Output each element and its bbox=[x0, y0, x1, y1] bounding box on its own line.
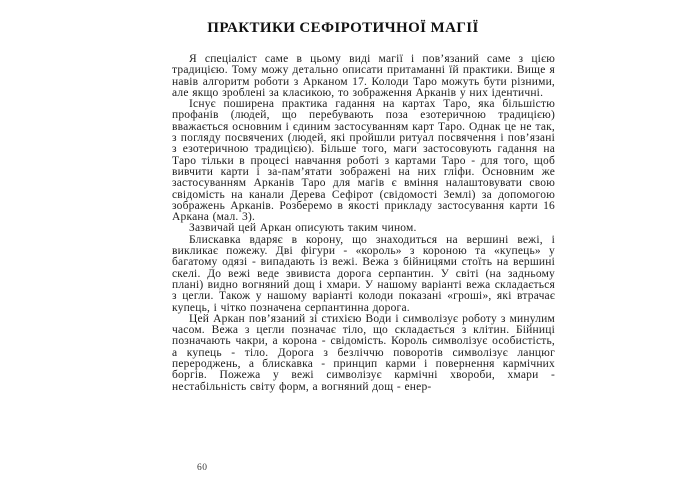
paragraph-symbolism: Цей Аркан пов’язаний зі стихією Води і символізує роботу з минулим часом. Вежа з цегли позначає тіло, що складається з клітин. Бійниці позначають чакри, а корона - свідомість. Король символізує особистість, а купець - тіло. Дорога з безліччю поворотів символізує ланцюг перероджень, а блискавка - принцип карми і повернення кармічних боргів. Пожежа у вежі символізує кармічні хвороби, хмари - нестабільність світу форм, а вогняний дощ - енер- bbox=[172, 312, 555, 393]
page-number: 60 bbox=[197, 463, 208, 473]
paragraph-tarot-practice: Існує поширена практика гадання на картах Таро, яка більшістю профанів (людей, що перебувають поза езотеричною традицією) вважається основним і єдиним застосуванням карт Таро. Однак це не так, з погляду посвячених (людей, які пройшли ритуал посвячення і пов’язані з езотеричною традицією). Більше того, маги застосовують гадання на Таро тільки в процесі навчання роботі з картами Таро - для того, щоб вивчити карти і за-пам’ятати зображені на них гліфи. Основним же застосуванням Арканів Таро для магів є вміння налаштовувати свою свідомість на канали Дерева Сефірот (свідомості Землі) за допомогою зображень Арканів. Розберемо в якості прикладу застосування карти 16 Аркана (мал. 3). bbox=[172, 98, 555, 224]
paragraph-intro: Я спеціаліст саме в цьому виді магії і пов’язаний саме з цією традицією. Тому можу детально описати притаманні їй практики. Вище я навів алгоритм роботи з Арканом 17. Колоди Таро можуть бути різними, але якщо зроблені за класикою, то зображення Арканів у них ідентичні. bbox=[172, 53, 555, 99]
paragraph-arcana-lead: Зазвичай цей Аркан описують таким чином. bbox=[189, 222, 417, 235]
page-body bbox=[172, 54, 555, 393]
page-title: ПРАКТИКИ СЕФІРОТИЧНОЇ МАГІЇ bbox=[207, 20, 479, 36]
paragraph-card-description: Блискавка вдаряє в корону, що знаходиться на вершині вежі, і викликає пожежу. Дві фігури - «король» з короною та «купець» у багатому одязі - випадають із вежі. Вежа з бійницями стоїть на вершині скелі. До вежі веде звивиста дорога серпантин. У світі (на задньому плані) видно вогняний дощ і хмари. У нашому варіанті вежа складається з цегли. Також у нашому варіанті колоди показані «гроші», які втрачає купець, і чітко позначена серпантинна дорога. bbox=[172, 233, 555, 314]
